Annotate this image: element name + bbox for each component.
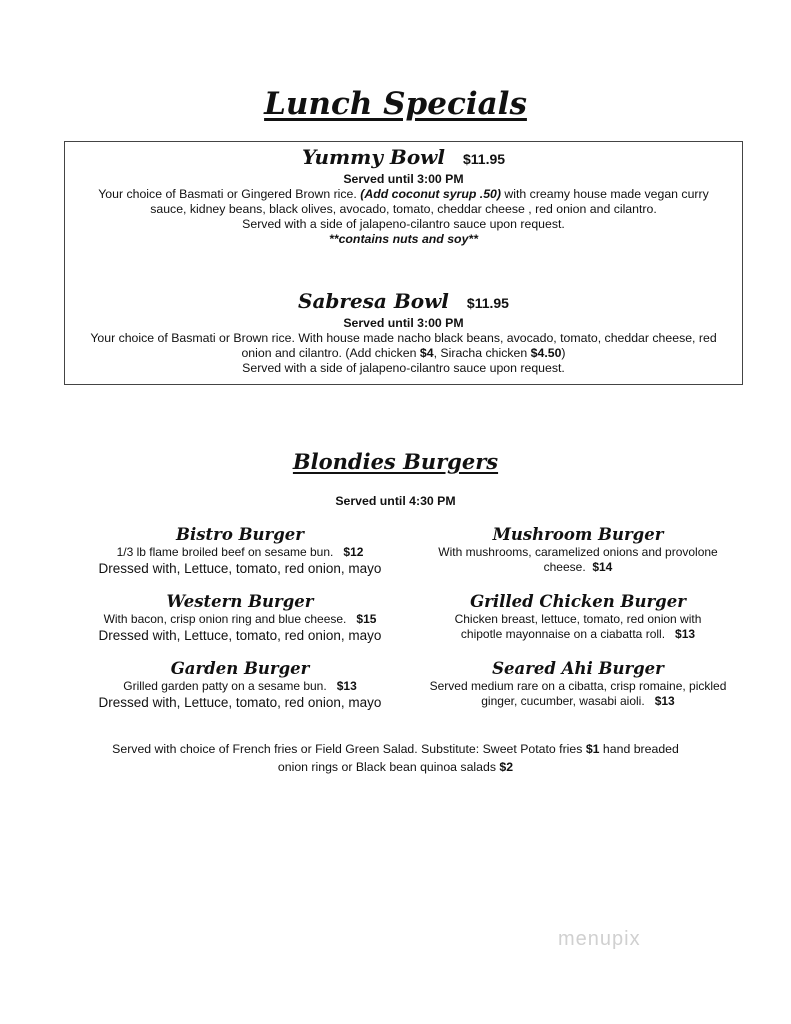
burger-dressed: Dressed with, Lettuce, tomato, red onion, mayo — [98, 561, 382, 576]
bowl-description-line — [65, 346, 742, 361]
burger-name: Mushroom Burger — [492, 525, 664, 544]
addon-price: $4 — [419, 346, 434, 360]
burgers-section-title: Blondies Burgers — [292, 449, 499, 474]
lunch-specials-box — [64, 141, 743, 385]
bowl-description-line: sauce, kidney beans, black olives, avocado, tomato, cheddar cheese , red onion and cilantro. — [150, 202, 657, 216]
garden-burger-item — [60, 659, 420, 711]
burger-price: $13 — [654, 694, 675, 708]
lunch-specials-title: Lunch Specials — [264, 86, 527, 122]
burger-name: Garden Burger — [170, 659, 310, 678]
grilled-chicken-burger-item — [400, 592, 756, 642]
footnote-line-1: Served with choice of French fries or Field Green Salad. Substitute: Sweet Potato fries $1 hand breaded — [112, 742, 679, 756]
bowl-served-time: Served until 3:00 PM — [343, 316, 464, 330]
burger-description: Chicken breast, lettuce, tomato, red onion with — [454, 612, 702, 626]
burger-name: Western Burger — [166, 592, 314, 611]
burger-description: ginger, cucumber, wasabi aioli. $13 — [481, 694, 675, 708]
sabresa-bowl-item — [65, 289, 742, 376]
burger-description: 1/3 lb flame broiled beef on sesame bun. $12 — [116, 545, 364, 559]
footnote-line-2: onion rings or Black bean quinoa salads $2 — [277, 760, 514, 774]
burger-description: chipotle mayonnaise on a ciabatta roll. $13 — [460, 627, 696, 641]
bistro-burger-item — [60, 525, 420, 577]
burgers-served-time: Served until 4:30 PM — [335, 494, 456, 508]
bowl-side-note: Served with a side of jalapeno-cilantro sauce upon request. — [242, 217, 565, 231]
bowl-served-time: Served until 3:00 PM — [343, 172, 464, 186]
burger-description: With bacon, crisp onion ring and blue cheese. $15 — [103, 612, 377, 626]
seared-ahi-burger-item — [400, 659, 756, 709]
mushroom-burger-item — [400, 525, 756, 575]
addon-price: $4.50 — [530, 346, 562, 360]
burger-name: Bistro Burger — [176, 525, 304, 544]
bowl-side-note: Served with a side of jalapeno-cilantro sauce upon request. — [242, 361, 565, 375]
burger-price: $12 — [343, 545, 364, 559]
bowl-description-line: Your choice of Basmati or Brown rice. With house made nacho black beans, avocado, tomato, cheddar cheese, red — [90, 331, 717, 345]
burger-description: Served medium rare on a cibatta, crisp romaine, pickled — [429, 679, 727, 693]
burger-price: $13 — [675, 627, 696, 641]
bowl-price: $11.95 — [462, 151, 506, 167]
menupix-watermark: menupix — [558, 928, 641, 950]
burger-price: $13 — [336, 679, 357, 693]
burger-name: Seared Ahi Burger — [492, 659, 664, 678]
bowl-desc-text: , Siracha chicken — [433, 346, 531, 360]
footnote-price: $2 — [499, 760, 514, 774]
yummy-bowl-item — [65, 145, 742, 247]
bowl-name: Yummy Bowl — [301, 145, 445, 169]
bowl-desc-text: Your choice of Basmati or Gingered Brown rice. — [98, 187, 361, 201]
bowl-desc-text: with creamy house made vegan curry — [500, 187, 709, 201]
burger-price: $14 — [592, 560, 613, 574]
bowl-name: Sabresa Bowl — [298, 289, 449, 313]
bowl-desc-text: ) — [561, 346, 566, 360]
burger-description: cheese. $14 — [543, 560, 613, 574]
bowl-allergen-note: **contains nuts and soy** — [329, 232, 478, 246]
footnote-price: $1 — [585, 742, 600, 756]
bowl-desc-text: onion and cilantro. (Add chicken — [241, 346, 420, 360]
burger-dressed: Dressed with, Lettuce, tomato, red onion, mayo — [98, 628, 382, 643]
bowl-price: $11.95 — [466, 295, 509, 311]
burger-dressed: Dressed with, Lettuce, tomato, red onion, mayo — [98, 695, 382, 710]
burger-description: With mushrooms, caramelized onions and provolone — [438, 545, 718, 559]
western-burger-item — [60, 592, 420, 644]
bowl-description-line — [65, 187, 742, 202]
bowl-desc-addon: (Add coconut syrup .50) — [360, 187, 501, 201]
burger-description: Grilled garden patty on a sesame bun. $13 — [123, 679, 357, 693]
burger-name: Grilled Chicken Burger — [470, 592, 686, 611]
burger-price: $15 — [356, 612, 377, 626]
sides-footnote — [60, 740, 731, 776]
